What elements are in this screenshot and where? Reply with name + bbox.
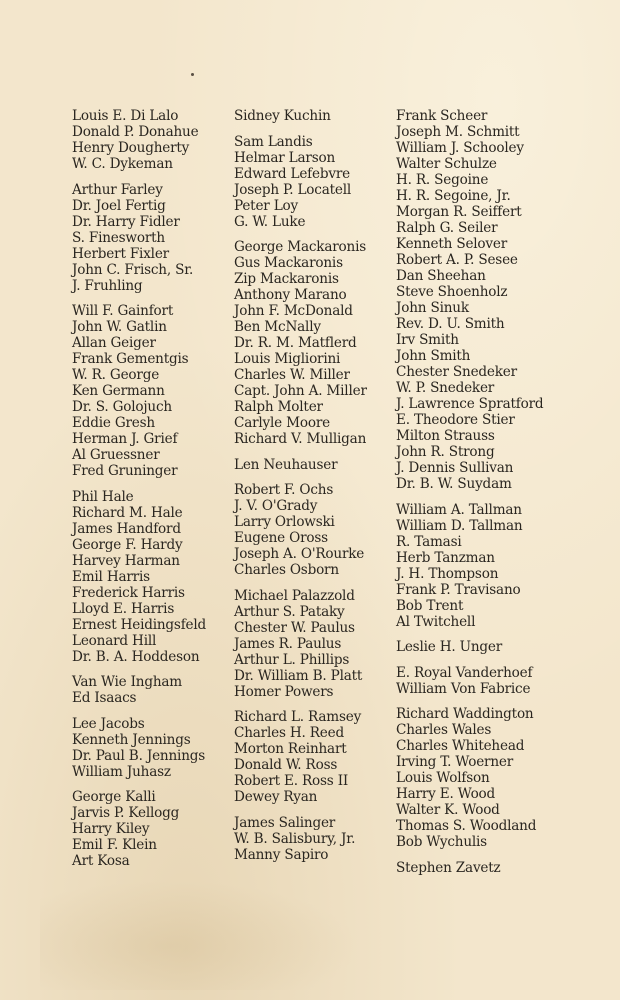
name-entry: Dr. Joel Fertig [72, 197, 166, 214]
name-entry: Michael Palazzold [234, 587, 355, 604]
name-entry: Louis Wolfson [396, 770, 490, 786]
name-entry: Lloyd E. Harris [72, 600, 175, 617]
name-entry: John Smith [396, 348, 471, 364]
name-entry: Joseph M. Schmitt [396, 124, 520, 140]
name-entry: Robert F. Ochs [234, 482, 334, 498]
name-entry: Carlyle Moore [234, 415, 330, 431]
name-entry: Harvey Harman [72, 552, 180, 569]
name-entry: Phil Hale [72, 488, 134, 505]
name-entry: Walter Schulze [396, 156, 497, 172]
name-entry: Allan Geiger [72, 335, 156, 351]
name-entry: Donald W. Ross [234, 757, 338, 773]
name-entry: Emil F. Klein [72, 837, 157, 853]
name-entry: Will F. Gainfort [72, 303, 174, 319]
name-entry: John C. Frisch, Sr. [72, 261, 194, 278]
name-entry: Peter Loy [234, 197, 298, 214]
name-entry: Irving T. Woerner [396, 754, 514, 770]
name-group [72, 789, 227, 869]
name-entry: Ben McNally [234, 319, 321, 335]
name-entry: William Juhasz [72, 763, 171, 780]
name-entry: Frank Scheer [396, 108, 488, 124]
name-entry: Bob Trent [396, 597, 464, 614]
name-entry: James Handford [72, 520, 181, 537]
name-group [396, 706, 596, 850]
name-entry: Sidney Kuchin [234, 108, 331, 124]
name-entry: Larry Orlowski [234, 514, 335, 530]
name-entry: H. R. Segoine, Jr. [396, 188, 511, 204]
name-entry: George Mackaronis [234, 239, 366, 255]
name-entry: Emil Harris [72, 568, 150, 585]
name-group [234, 457, 394, 473]
name-entry: Art Kosa [72, 853, 130, 869]
name-entry: John F. McDonald [234, 303, 353, 319]
name-entry: Jarvis P. Kellogg [72, 805, 180, 821]
name-entry: Donald P. Donahue [72, 124, 199, 140]
name-entry: S. Finesworth [72, 229, 165, 246]
name-entry: W. B. Salisbury, Jr. [234, 830, 356, 847]
name-entry: Robert A. P. Sesee [396, 252, 518, 268]
name-entry: Anthony Marano [234, 287, 347, 303]
name-entry: Fred Gruninger [72, 463, 178, 479]
name-entry: Morton Reinhart [234, 741, 347, 757]
name-group [234, 108, 394, 124]
name-entry: J. Lawrence Spratford [396, 396, 544, 412]
paper-stain [40, 880, 360, 990]
name-entry: Dr. William B. Platt [234, 667, 363, 684]
name-group [72, 489, 227, 665]
name-entry: William A. Tallman [396, 501, 522, 518]
name-entry: James Salinger [234, 814, 336, 831]
name-entry: Richard L. Ramsey [234, 709, 362, 725]
name-entry: E. Theodore Stier [396, 412, 515, 428]
name-entry: Herbert Fixler [72, 245, 169, 262]
name-column-2 [234, 108, 394, 872]
name-entry: George Kalli [72, 789, 156, 805]
name-entry: Joseph P. Locatell [234, 181, 351, 198]
name-entry: Lee Jacobs [72, 715, 145, 732]
name-entry: Capt. John A. Miller [234, 383, 367, 399]
name-entry: William J. Schooley [396, 140, 524, 156]
name-entry: Al Gruessner [72, 447, 160, 463]
name-entry: Charles H. Reed [234, 725, 344, 741]
name-group [396, 108, 596, 492]
name-group [396, 665, 596, 697]
name-entry: Van Wie Ingham [72, 674, 182, 690]
name-column-3 [396, 108, 596, 885]
name-group [72, 674, 227, 706]
name-group [234, 815, 394, 863]
name-entry: G. W. Luke [234, 213, 306, 230]
name-entry: John Sinuk [396, 300, 469, 316]
name-entry: Richard M. Hale [72, 504, 183, 521]
name-entry: E. Royal Vanderhoef [396, 664, 533, 681]
name-entry: Gus Mackaronis [234, 255, 343, 271]
name-entry: W. C. Dykeman [72, 156, 173, 172]
name-entry: Leonard Hill [72, 632, 157, 649]
name-entry: Walter K. Wood [396, 802, 500, 818]
ink-dot [191, 73, 194, 76]
name-entry: Richard Waddington [396, 706, 534, 722]
name-entry: Arthur Farley [72, 181, 163, 198]
name-group [72, 716, 227, 780]
name-entry: William D. Tallman [396, 517, 523, 534]
name-entry: Steve Shoenholz [396, 284, 508, 300]
name-entry: Kenneth Selover [396, 236, 508, 252]
name-entry: Dan Sheehan [396, 268, 486, 284]
name-entry: Richard V. Mulligan [234, 431, 367, 447]
name-entry: Frank P. Travisano [396, 581, 521, 598]
name-entry: W. P. Snedeker [396, 380, 495, 396]
name-group [72, 182, 227, 294]
name-group [234, 134, 394, 230]
name-entry: Len Neuhauser [234, 456, 338, 473]
name-entry: Bob Wychulis [396, 834, 487, 850]
name-entry: J. Dennis Sullivan [396, 460, 514, 476]
name-group [234, 709, 394, 805]
name-entry: Dewey Ryan [234, 789, 318, 805]
name-entry: John W. Gatlin [72, 319, 167, 335]
name-entry: J. Fruhling [72, 277, 143, 294]
name-group [234, 588, 394, 700]
name-entry: Charles Wales [396, 722, 492, 738]
name-group [72, 108, 227, 172]
name-entry: Zip Mackaronis [234, 271, 339, 287]
name-entry: Henry Dougherty [72, 140, 190, 156]
name-entry: Sam Landis [234, 133, 313, 150]
name-entry: R. Tamasi [396, 533, 462, 550]
name-entry: Ken Germann [72, 383, 165, 399]
name-entry: Stephen Zavetz [396, 859, 501, 876]
name-entry: Leslie H. Unger [396, 639, 503, 655]
name-entry: Thomas S. Woodland [396, 818, 537, 834]
name-group [234, 239, 394, 447]
name-entry: Ed Isaacs [72, 690, 137, 706]
name-entry: Manny Sapiro [234, 846, 329, 863]
name-entry: Eddie Gresh [72, 415, 155, 431]
name-entry: Louis Migliorini [234, 351, 341, 367]
name-entry: Morgan R. Seiffert [396, 204, 522, 220]
name-entry: Frederick Harris [72, 584, 185, 601]
name-entry: Milton Strauss [396, 428, 495, 444]
name-entry: Charles W. Miller [234, 367, 350, 383]
name-entry: Robert E. Ross II [234, 773, 349, 789]
name-entry: Dr. Harry Fidler [72, 213, 180, 230]
name-group [72, 303, 227, 479]
name-entry: Al Twitchell [396, 613, 476, 630]
name-group [396, 502, 596, 630]
name-entry: William Von Fabrice [396, 680, 531, 697]
name-entry: Ralph Molter [234, 399, 323, 415]
name-entry: Edward Lefebvre [234, 165, 350, 182]
name-entry: Arthur L. Phillips [234, 651, 350, 668]
name-entry: Chester W. Paulus [234, 619, 355, 636]
name-entry: George F. Hardy [72, 536, 183, 553]
name-entry: Frank Gementgis [72, 351, 189, 367]
name-entry: Harry E. Wood [396, 786, 496, 802]
name-entry: Herb Tanzman [396, 549, 495, 566]
name-entry: H. R. Segoine [396, 172, 489, 188]
name-group [396, 639, 596, 655]
name-entry: J. H. Thompson [396, 565, 499, 582]
name-entry: Dr. R. M. Matflerd [234, 335, 357, 351]
name-entry: John R. Strong [396, 444, 495, 460]
name-entry: James R. Paulus [234, 635, 342, 652]
name-entry: Charles Whitehead [396, 738, 525, 754]
name-entry: Joseph A. O'Rourke [234, 546, 365, 562]
name-column-1 [72, 108, 227, 879]
name-entry: Rev. D. U. Smith [396, 316, 505, 332]
name-entry: W. R. George [72, 367, 160, 383]
name-entry: Harry Kiley [72, 821, 150, 837]
name-entry: Helmar Larson [234, 149, 336, 166]
name-entry: Louis E. Di Lalo [72, 108, 179, 124]
name-entry: Dr. S. Golojuch [72, 399, 172, 415]
name-entry: Arthur S. Pataky [234, 603, 345, 620]
name-entry: Dr. B. A. Hoddeson [72, 648, 200, 665]
name-entry: Dr. Paul B. Jennings [72, 747, 206, 764]
name-entry: Irv Smith [396, 332, 459, 348]
name-group [234, 482, 394, 578]
name-entry: J. V. O'Grady [234, 498, 318, 514]
name-group [396, 860, 596, 876]
name-entry: Chester Snedeker [396, 364, 517, 380]
name-entry: Ralph G. Seiler [396, 220, 498, 236]
name-entry: Kenneth Jennings [72, 731, 191, 748]
name-entry: Ernest Heidingsfeld [72, 616, 207, 633]
name-entry: Dr. B. W. Suydam [396, 476, 512, 492]
name-entry: Eugene Oross [234, 530, 328, 546]
name-entry: Charles Osborn [234, 562, 339, 578]
name-entry: Herman J. Grief [72, 431, 178, 447]
name-entry: Homer Powers [234, 683, 334, 700]
